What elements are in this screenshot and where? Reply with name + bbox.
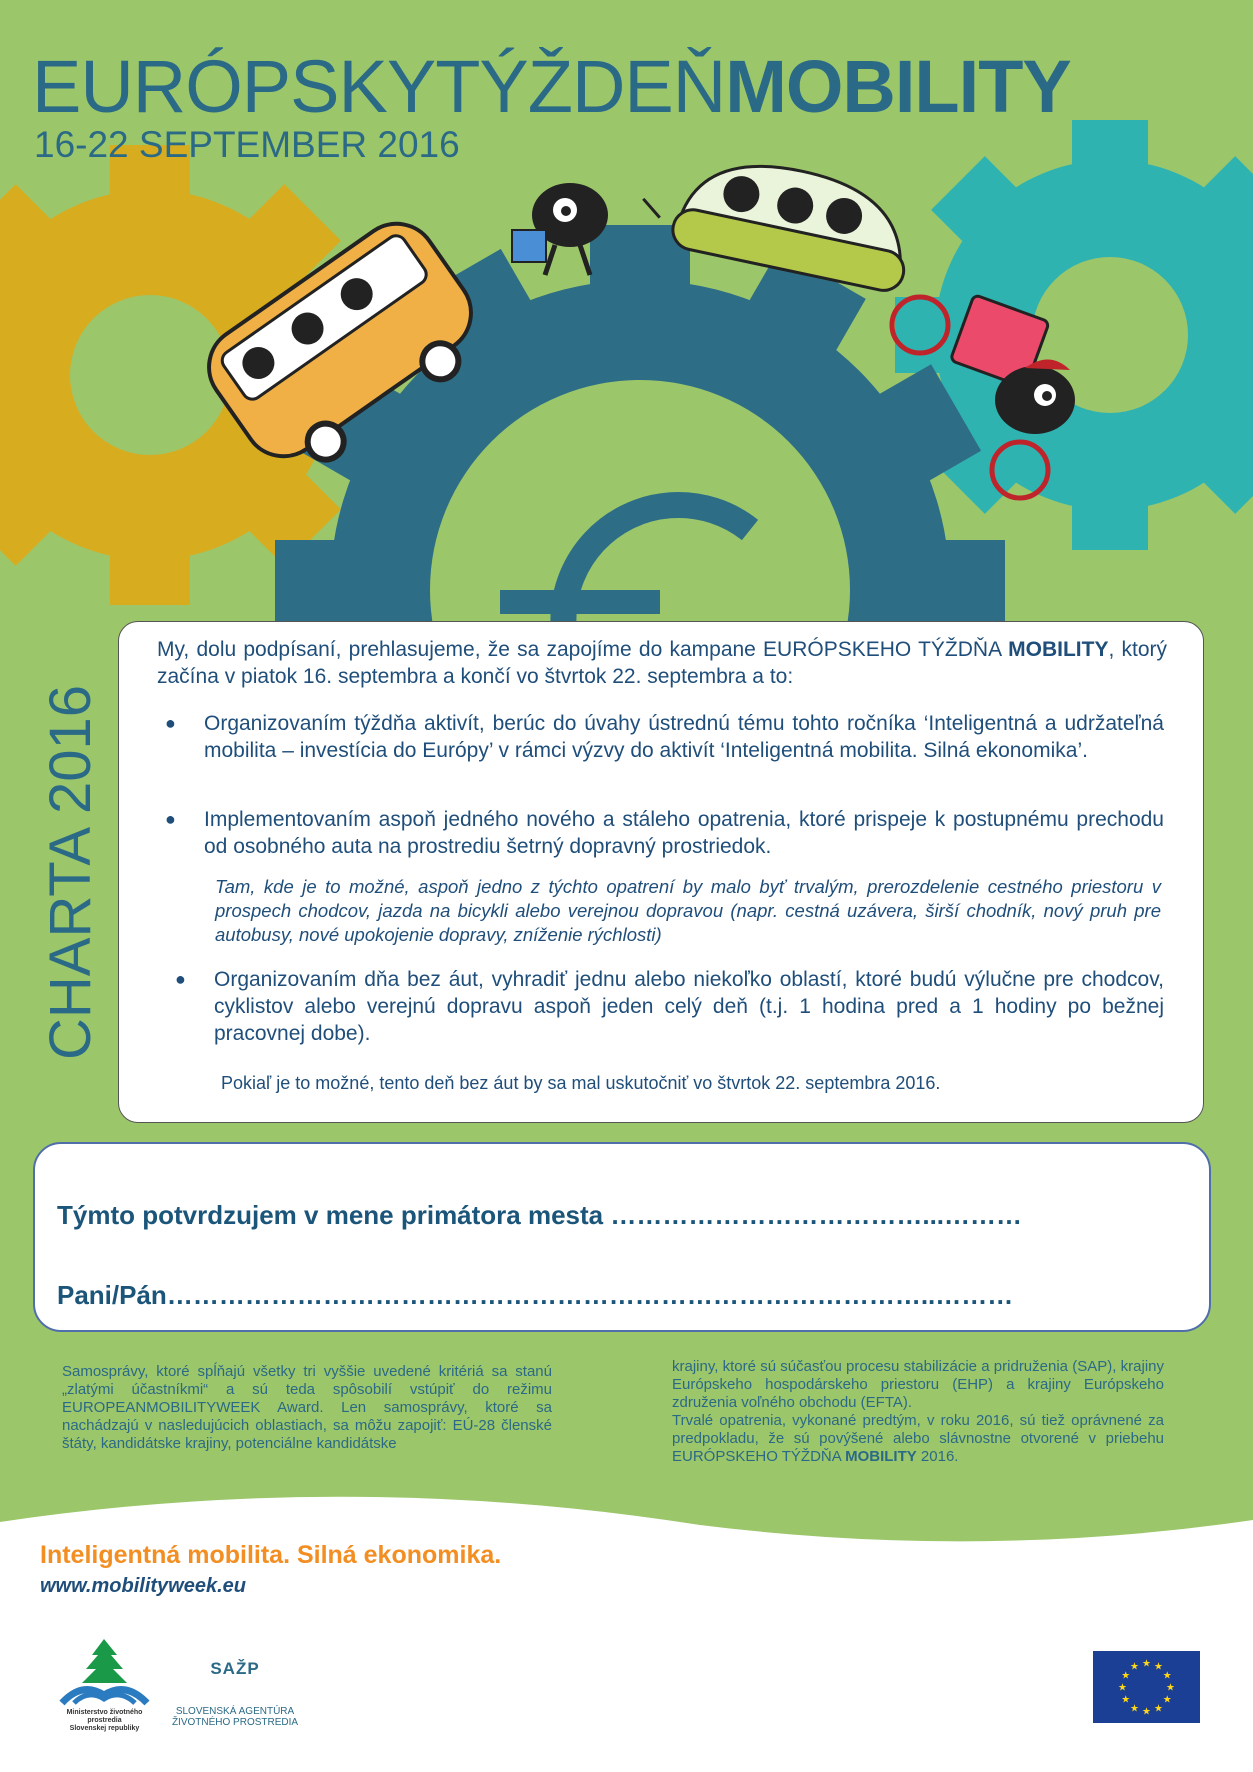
eu-star-icon: ★ (1162, 1694, 1172, 1706)
eu-star-icon: ★ (1121, 1694, 1131, 1706)
campaign-slogan: Inteligentná mobilita. Silná ekonomika. (40, 1541, 502, 1569)
charter-bullet-1: ● Organizovaním týždňa aktivít, berúc do úvahy ústrednú tému tohto ročníka ‘Inteligentná a udržateľná mobilita – investícia do Európy’ v rámci výzvy do aktivít ‘Inteligentná mobilita. Silná ekonomika’. (165, 712, 1164, 762)
charter-side-label: CHARTA 2016 (38, 684, 103, 1060)
bullet-dot-icon: ● (175, 969, 186, 989)
fine-print-left: Samosprávy, ktoré spĺňajú všetky tri vyššie uvedené kritériá sa stanú „zlatými účastníkmi“ a sú teda spôsobilí vstúpiť do režimu EUROPEANMOBILITYWEEK Award. Len samosprávy, ktoré sa nachádzajú v nasledujúcich oblastiach, sa môžu zapojiť: EÚ-28 členské štáty, kandidátske krajiny, potenciálne kandidátske (62, 1363, 552, 1452)
signature-box (33, 1142, 1211, 1332)
eu-flag-icon (1093, 1651, 1200, 1723)
sazp-name: SLOVENSKÁ AGENTÚRA ŽIVOTNÉHO PROSTREDIA (171, 1706, 299, 1728)
signatory-name-line[interactable]: Pani/Pán……………………………………………………………………………..……… (57, 1280, 1014, 1310)
charter-intro: My, dolu podpísaní, prehlasujeme, že sa zapojíme do kampane EURÓPSKEHO TÝŽDŇA MOBILITY, ktorý začína v piatok 16. septembra a končí vo štvrtok 22. septembra a to: (157, 638, 1167, 688)
eu-star-icon: ★ (1130, 1661, 1139, 1673)
ministry-logo (52, 1637, 157, 1737)
eu-star-icon: ★ (1162, 1670, 1172, 1682)
event-dates: 16-22 SEPTEMBER 2016 (34, 124, 460, 165)
mayor-confirmation-line[interactable]: Týmto potvrdzujem v mene primátora mesta ………………………………...……… (57, 1200, 1023, 1230)
fine-print-right: krajiny, ktoré sú súčasťou procesu stabilizácie a pridruženia (SAP), krajiny Európskeho hospodárskeho priestoru (EHP) a krajiny Európskeho združenia voľného obchodu (EFTA). Trvalé opatrenia, vykonané predtým, v roku 2016, sú tiež oprávnené za predpokladu, že sú povýšené alebo slávnostne otvorené v priebehu EURÓPSKEHO TÝŽDŇA MOBILITY 2016. (672, 1358, 1164, 1465)
eu-star-icon: ★ (1142, 1658, 1151, 1670)
eu-star-icon: ★ (1154, 1703, 1163, 1715)
website-link[interactable]: www.mobilityweek.eu (40, 1575, 246, 1597)
charter-closing: Pokiaľ je to možné, tento deň bez áut by sa mal uskutočniť vo štvrtok 22. septembra 2016. (221, 1073, 941, 1093)
eu-star-icon: ★ (1166, 1682, 1175, 1694)
bullet-dot-icon: ● (165, 809, 176, 829)
eu-star-icon: ★ (1154, 1661, 1163, 1673)
page-title: EURÓPSKYTÝŽDEŇMOBILITY (32, 45, 1071, 128)
eu-star-icon: ★ (1118, 1682, 1127, 1694)
eu-star-icon: ★ (1130, 1703, 1139, 1715)
ministry-name: Ministerstvo životného prostredia Slovenskej republiky (66, 1709, 143, 1732)
bullet-dot-icon: ● (165, 713, 176, 733)
charter-box (118, 621, 1204, 1123)
eu-star-icon: ★ (1121, 1670, 1131, 1682)
sazp-logo (165, 1660, 305, 1740)
eu-star-icon: ★ (1142, 1706, 1151, 1718)
sazp-mark-icon: SAŽP (210, 1659, 260, 1678)
charter-note: Tam, kde je to možné, aspoň jedno z týchto opatrení by malo byť trvalým, prerozdelenie cestného priestoru v prospech chodcov, jazda na bicykli alebo verejnou dopravou (napr. cestná uzávera, širší chodník, nový pruh pre autobusy, nové upokojenie dopravy, zníženie rýchlosti) (215, 876, 1161, 945)
ministry-tree-icon (52, 1637, 157, 1707)
charter-bullet-3: ● Organizovaním dňa bez áut, vyhradiť jednu alebo niekoľko oblastí, ktoré budú výlučne pre chodcov, cyklistov alebo verejnú dopravu aspoň jeden celý deň (t.j. 1 hodina pred a 1 hodiny po bežnej pracovnej dobe). (175, 968, 1164, 1045)
charter-bullet-2: ● Implementovaním aspoň jedného nového a stáleho opatrenia, ktoré prispeje k postupnému prechodu od osobného auta na prostrediu šetrný dopravný prostriedok. (165, 808, 1164, 858)
